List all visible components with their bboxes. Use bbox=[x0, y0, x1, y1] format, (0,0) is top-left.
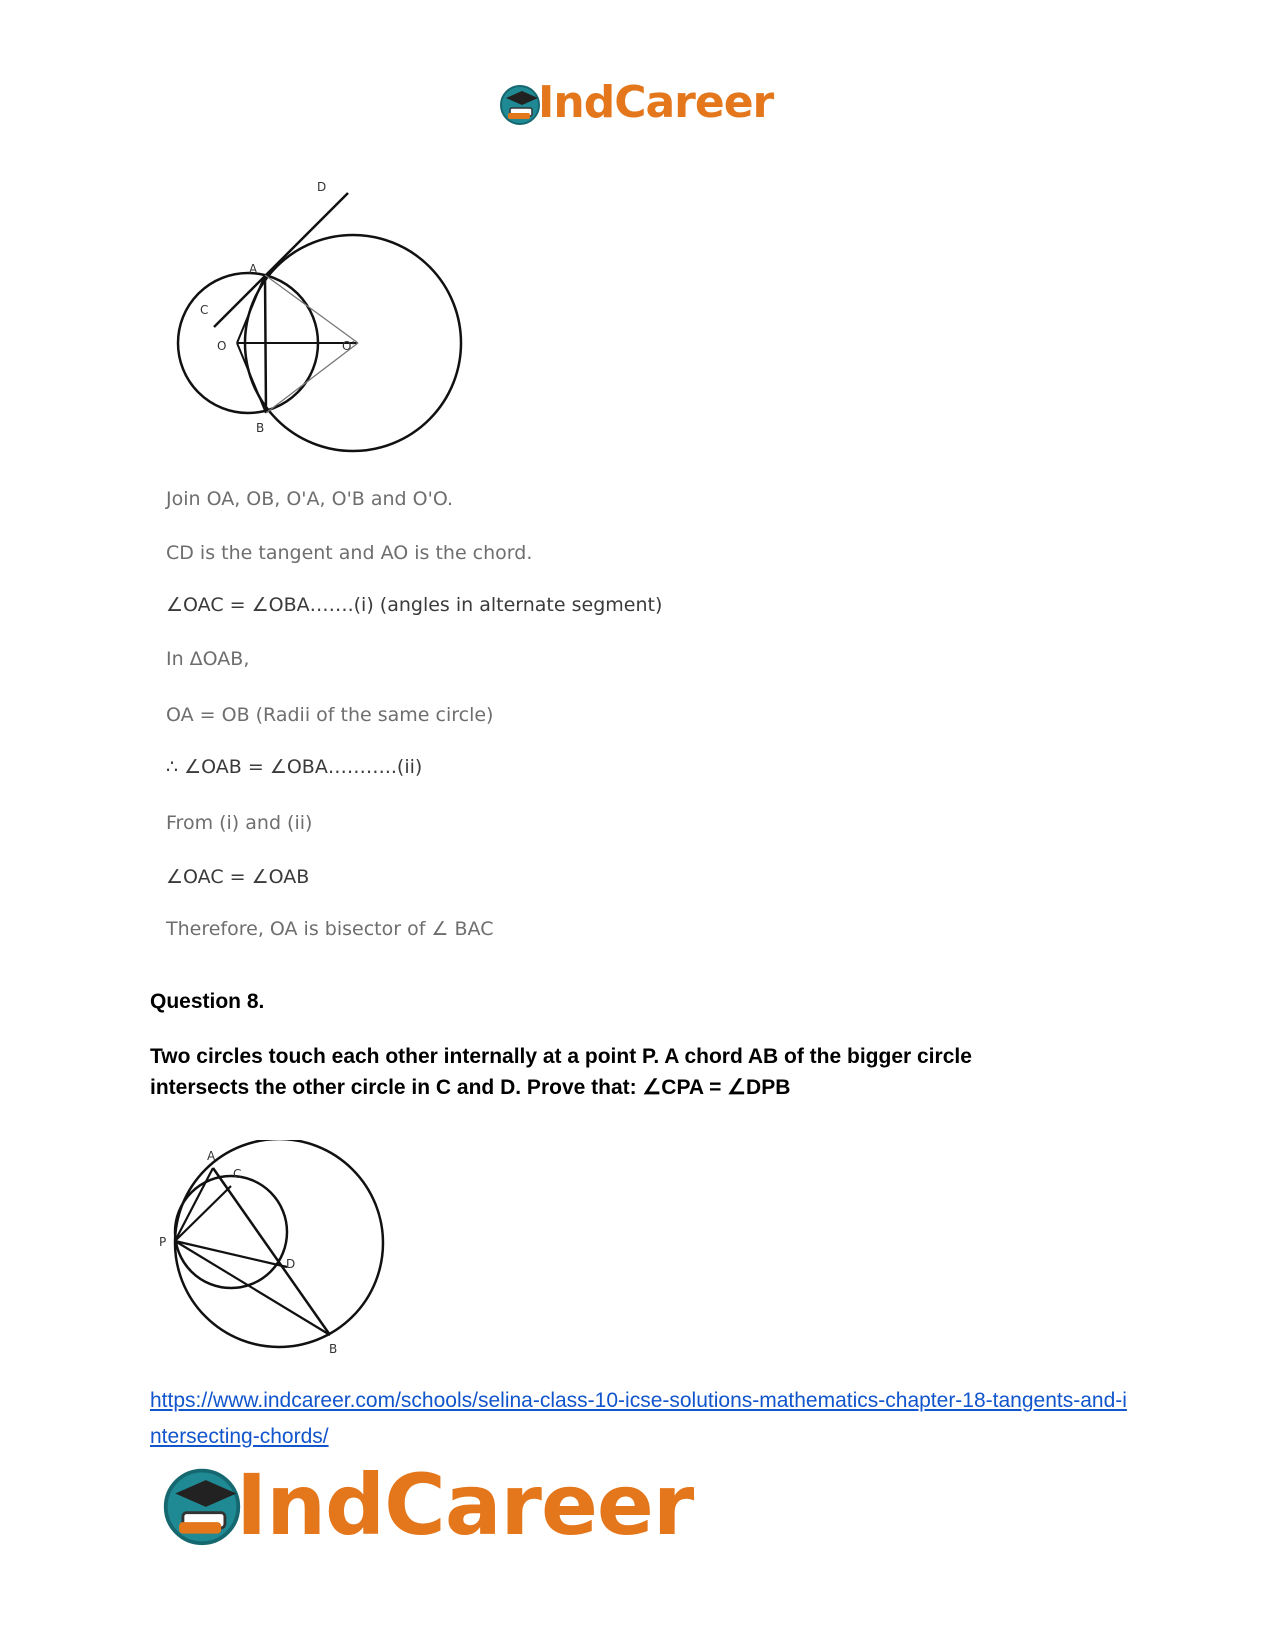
label-a: A bbox=[207, 1149, 216, 1163]
question-text: Two circles touch each other internally at a point P. A chord AB of the bigger circle intersects the other circle in C and D. Prove that: ∠CPA = ∠DPB bbox=[150, 1045, 972, 1099]
label-o-prime: O' bbox=[342, 339, 355, 353]
label-b: B bbox=[256, 421, 265, 435]
header-logo bbox=[498, 76, 774, 130]
big-circle bbox=[175, 1140, 383, 1347]
label-d: D bbox=[317, 180, 327, 194]
solution-line-6: ∴ ∠OAB = ∠OBA………..(ii) bbox=[166, 756, 423, 778]
label-d: D bbox=[286, 1257, 296, 1271]
label-p: P bbox=[159, 1235, 167, 1249]
label-c: C bbox=[233, 1167, 242, 1181]
footer-logo-text: IndCareer bbox=[236, 1456, 694, 1554]
question-title: Question 8. bbox=[150, 990, 265, 1013]
logo-globe-icon bbox=[498, 82, 542, 126]
tangent-cd bbox=[214, 193, 348, 327]
solution-line-4: In ΔOAB, bbox=[166, 648, 250, 670]
solution-line-2: CD is the tangent and AO is the chord. bbox=[166, 542, 533, 564]
logo-globe-icon bbox=[160, 1463, 244, 1547]
solution-line-7: From (i) and (ii) bbox=[166, 812, 313, 834]
solution-line-9: Therefore, OA is bisector of ∠ BAC bbox=[166, 918, 494, 940]
figure-internally-touching-circles bbox=[155, 1140, 395, 1360]
footer-logo bbox=[160, 1455, 700, 1555]
label-o: O bbox=[217, 339, 227, 353]
solution-line-5: OA = OB (Radii of the same circle) bbox=[166, 704, 494, 726]
solution-line-1: Join OA, OB, O'A, O'B and O'O. bbox=[166, 488, 454, 510]
label-a: A bbox=[249, 262, 258, 276]
label-b: B bbox=[329, 1342, 338, 1356]
figure-two-circles-tangent bbox=[165, 180, 475, 460]
label-c: C bbox=[200, 303, 209, 317]
source-link[interactable]: https://www.indcareer.com/schools/selina-class-10-icse-solutions-mathematics-chapter-18-tangents-and-intersecting-chords/ bbox=[150, 1389, 1127, 1448]
header-logo-text: IndCareer bbox=[538, 77, 774, 128]
solution-line-3: ∠OAC = ∠OBA…….(i) (angles in alternate segment) bbox=[166, 594, 663, 616]
solution-line-8: ∠OAC = ∠OAB bbox=[166, 866, 310, 888]
